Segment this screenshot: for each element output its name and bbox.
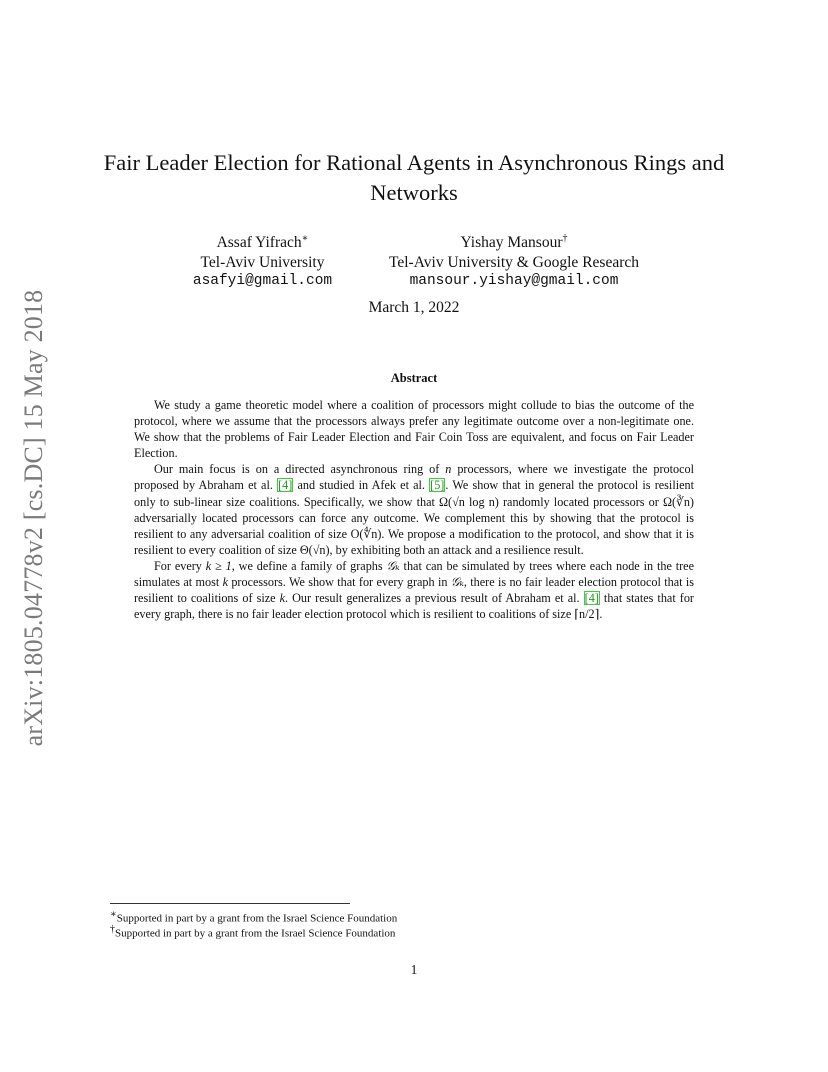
footnote-divider [110, 903, 350, 904]
author-footnote-mark: † [562, 233, 568, 244]
arxiv-identifier: arXiv:1805.04778v2 [cs.DC] 15 May 2018 [19, 289, 48, 747]
abstract-body [134, 397, 694, 622]
paper-title: Fair Leader Election for Rational Agents in Asynchronous Rings and Networks [103, 150, 725, 205]
citation-link[interactable]: [4] [584, 591, 599, 606]
text-span: , there is no fair leader election protocol that is resilient to coalitions of size [134, 575, 694, 606]
author-name: Assaf Yifrach [216, 234, 302, 252]
text-span: , by exhibiting both an attack and a resilience result. [329, 542, 584, 557]
math-expression: k ≥ 1 [205, 558, 232, 573]
math-variable: n [445, 462, 452, 477]
paper-date: March 1, 2022 [368, 299, 460, 316]
text-span: . We show that in general the protocol is resilient only to sub-linear size coalitions. Specifically, we show that [134, 478, 694, 509]
text-span: , we define a family of graphs [231, 558, 387, 573]
math-variable: k [279, 591, 286, 606]
text-span: . Our result generalizes a previous result of Abraham et al. [285, 591, 584, 606]
author-footnote-mark: ∗ [301, 233, 309, 244]
author-affiliation: Tel-Aviv University & Google Research [388, 253, 639, 271]
text-span: adversarially located processors can force any outcome. We complement this by showing that the protocol is resilient to any adversarial coalition of size [134, 510, 694, 541]
abstract-paragraph-2 [134, 461, 694, 558]
footnote-text: Supported in part by a grant from the Israel Science Foundation [115, 927, 396, 940]
math-variable: k [222, 575, 228, 590]
text-span: that states that for every graph, there is no fair leader election protocol which is resilient to coalitions of size [134, 591, 694, 622]
math-expression: Ω(∛n) [662, 494, 694, 509]
page-number: 1 [410, 962, 418, 977]
math-expression: Θ(√n) [299, 542, 330, 557]
text-span: . We propose a modification to the protocol, and show that it is resilient to every coalition of size [134, 526, 694, 557]
text-span: For every [154, 558, 206, 573]
text-span: processors, where we investigate the protocol proposed by Abraham et al. [134, 462, 694, 493]
citation-link[interactable]: [4] [278, 478, 293, 493]
text-span: processors. We show that for every graph in [227, 575, 451, 590]
text-span: . [599, 607, 603, 622]
math-expression: 𝒢ₖ [386, 558, 400, 573]
citation-link[interactable]: [5] [430, 478, 445, 493]
author-email[interactable]: mansour.yishay@gmail.com [409, 273, 619, 290]
footnote-mark: † [110, 924, 115, 935]
math-expression: Ω(√n log n) [439, 494, 499, 509]
math-expression: 𝒢ₖ [450, 575, 464, 590]
math-expression: O(∜n) [350, 526, 382, 541]
arxiv-sidebar [17, 276, 51, 760]
author-block-1 [160, 229, 365, 292]
author-name: Yishay Mansour [460, 234, 563, 252]
abstract-paragraph-3 [134, 558, 694, 622]
author-affiliation: Tel-Aviv University [200, 253, 325, 271]
footnote-2 [110, 923, 710, 941]
abstract-paragraph-1: We study a game theoretic model where a coalition of processors might collude to bias the outcome of the protocol, where we assume that the processors always prefer any legitimate outcome over a non-legitimate one. We show that the problems of Fair Leader Election and Fair Coin Toss are equivalent, and focus on Fair Leader Election. [134, 398, 694, 461]
math-expression: ⌈n/2⌉ [574, 607, 600, 622]
footnote-text: Supported in part by a grant from the Israel Science Foundation [116, 912, 398, 925]
abstract-heading: Abstract [390, 371, 438, 385]
footnote-mark: ∗ [110, 909, 117, 920]
text-span: that can be simulated by trees where each node in the tree simulates at most [134, 558, 695, 590]
text-span: and studied in Afek et al. [293, 478, 430, 493]
text-span: randomly located processors or [498, 494, 663, 509]
author-block-2 [368, 229, 660, 292]
text-span: Our main focus is on a directed asynchronous ring of [154, 462, 446, 477]
author-email[interactable]: asafyi@gmail.com [192, 273, 333, 290]
